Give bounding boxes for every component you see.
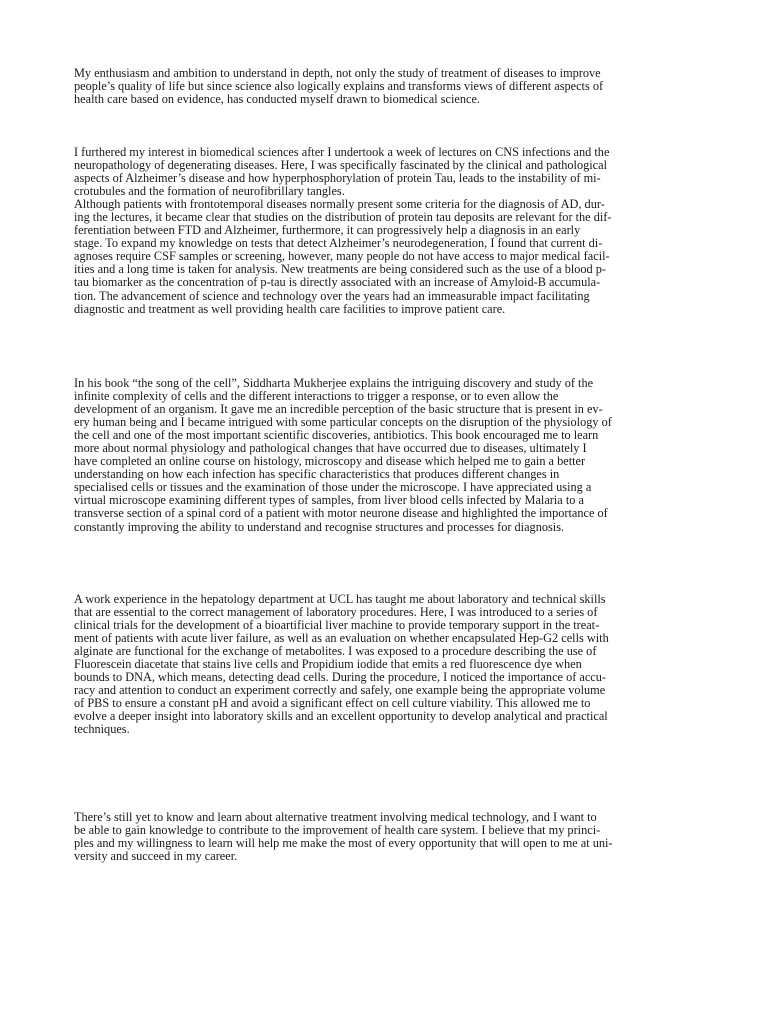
- paragraph-line: development of an organism. It gave me an incredible perception of the basic structure that is present in ev-: [74, 402, 603, 417]
- paragraph-conclusion: [74, 811, 613, 863]
- paragraph-work-experience: [74, 593, 609, 737]
- paragraph-line: have completed an online course on histology, microscopy and disease which helped me to gain a better: [74, 454, 586, 469]
- paragraph-line: virtual microscope examining different types of samples, from liver blood cells infected by Malaria to a: [74, 493, 584, 508]
- paragraph-line: Fluorescein diacetate that stains live cells and Propidium iodide that emits a red fluorescence dye when: [74, 657, 582, 672]
- paragraph-line: bounds to DNA, which means, detecting dead cells. During the procedure, I noticed the importance of accu-: [74, 670, 607, 685]
- paragraph-line: ferentiation between FTD and Alzheimer, furthermore, it can progressively help a diagnosis in an early: [74, 223, 581, 238]
- paragraph-line: stage. To expand my knowledge on tests that detect Alzheimer’s neurodegeneration, I found that current di-: [74, 236, 603, 251]
- paragraph-line: transverse section of a spinal cord of a patient with motor neurone disease and highlighted the importance of: [74, 506, 608, 521]
- paragraph-line: be able to gain knowledge to contribute to the improvement of health care system. I believe that my princi-: [74, 823, 601, 838]
- paragraph-line: constantly improving the ability to understand and recognise structures and processes for diagnosis.: [74, 519, 565, 534]
- paragraph-line: Although patients with frontotemporal diseases normally present some criteria for the diagnosis of AD, dur-: [74, 197, 605, 212]
- paragraph-line: infinite complexity of cells and the different interactions to trigger a response, or to even allow the: [74, 389, 559, 404]
- paragraph-line: tau biomarker as the concentration of p-tau is directly associated with an increase of Amyloid-B accumula-: [74, 275, 601, 290]
- paragraph-line: versity and succeed in my career.: [74, 849, 238, 864]
- paragraph-line: tion. The advancement of science and technology over the years had an immeasurable impact facilitating: [74, 288, 590, 303]
- paragraph-line: neuropathology of degenerating diseases. Here, I was specifically fascinated by the clinical and pathological: [74, 158, 608, 173]
- paragraph-line: racy and attention to conduct an experiment correctly and safely, one example being the appropriate volume: [74, 683, 606, 698]
- paragraph-line: agnoses require CSF samples or screening, however, many people do not have access to major medical facil-: [74, 249, 610, 264]
- paragraph-line: alginate are functional for the exchange of metabolites. I was exposed to a procedure describing the use of: [74, 644, 597, 659]
- paragraph-line: ery human being and I became intrigued with some particular concepts on the disruption of the physiology of: [74, 415, 612, 430]
- paragraph-line: aspects of Alzheimer’s disease and how hyperphosphorylation of protein Tau, leads to the instability of mi-: [74, 171, 601, 186]
- paragraph-line: the cell and one of the most important scientific discoveries, antibiotics. This book encouraged me to learn: [74, 428, 599, 443]
- paragraph-line: techniques.: [74, 722, 130, 737]
- paragraph-line: people’s quality of life but since science also logically explains and transforms views of different aspects of: [74, 79, 604, 94]
- paragraph-line: evolve a deeper insight into laboratory skills and an excellent opportunity to develop analytical and practical: [74, 709, 608, 724]
- paragraph-line: ment of patients with acute liver failure, as well as an evaluation on whether encapsulated Hep-G2 cells with: [74, 631, 609, 646]
- paragraph-line: I furthered my interest in biomedical sciences after I undertook a week of lectures on CNS infections and the: [74, 145, 610, 159]
- paragraph-line: clinical trials for the development of a bioartificial liver machine to provide temporary support in the treat-: [74, 618, 600, 633]
- paragraph-song-of-the-cell: [74, 377, 612, 534]
- paragraph-introduction: [74, 67, 603, 106]
- paragraph-line: of PBS to ensure a constant pH and avoid a significant effect on cell culture viability. This allowed me to: [74, 696, 591, 711]
- paragraph-line: specialised cells or tissues and the examination of those under the microscope. I have appreciated using a: [74, 480, 592, 495]
- paragraph-line: that are essential to the correct management of laboratory procedures. Here, I was introduced to a series of: [74, 605, 598, 620]
- paragraph-line: more about normal physiology and pathological changes that have occurred due to diseases, ultimately I: [74, 441, 587, 456]
- paragraph-line: My enthusiasm and ambition to understand in depth, not only the study of treatment of diseases to improve: [74, 66, 601, 80]
- paragraph-line: health care based on evidence, has conducted myself drawn to biomedical science.: [74, 92, 480, 107]
- paragraph-line: A work experience in the hepatology department at UCL has taught me about laboratory and technical skills: [74, 592, 606, 606]
- paragraph-line: crotubules and the formation of neurofibrillary tangles.: [74, 184, 345, 199]
- paragraph-line: ples and my willingness to learn will help me make the most of every opportunity that will open to me at uni-: [74, 836, 613, 851]
- paragraph-line: In his book “the song of the cell”, Siddharta Mukherjee explains the intriguing discovery and study of the: [74, 376, 594, 390]
- paragraph-line: ing the lectures, it became clear that studies on the distribution of protein tau deposits are relevant for the dif-: [74, 210, 612, 225]
- paragraph-line: diagnostic and treatment as well providing health care facilities to improve patient care.: [74, 301, 506, 316]
- paragraph-line: understanding on how each infection has specific characteristics that produces different changes in: [74, 467, 560, 482]
- paragraph-line: There’s still yet to know and learn about alternative treatment involving medical technology, and I want to: [74, 810, 597, 824]
- paragraph-line: ities and a long time is taken for analysis. New treatments are being considered such as the use of a blood p-: [74, 262, 607, 277]
- paragraph-neuroscience-lectures: [74, 146, 611, 316]
